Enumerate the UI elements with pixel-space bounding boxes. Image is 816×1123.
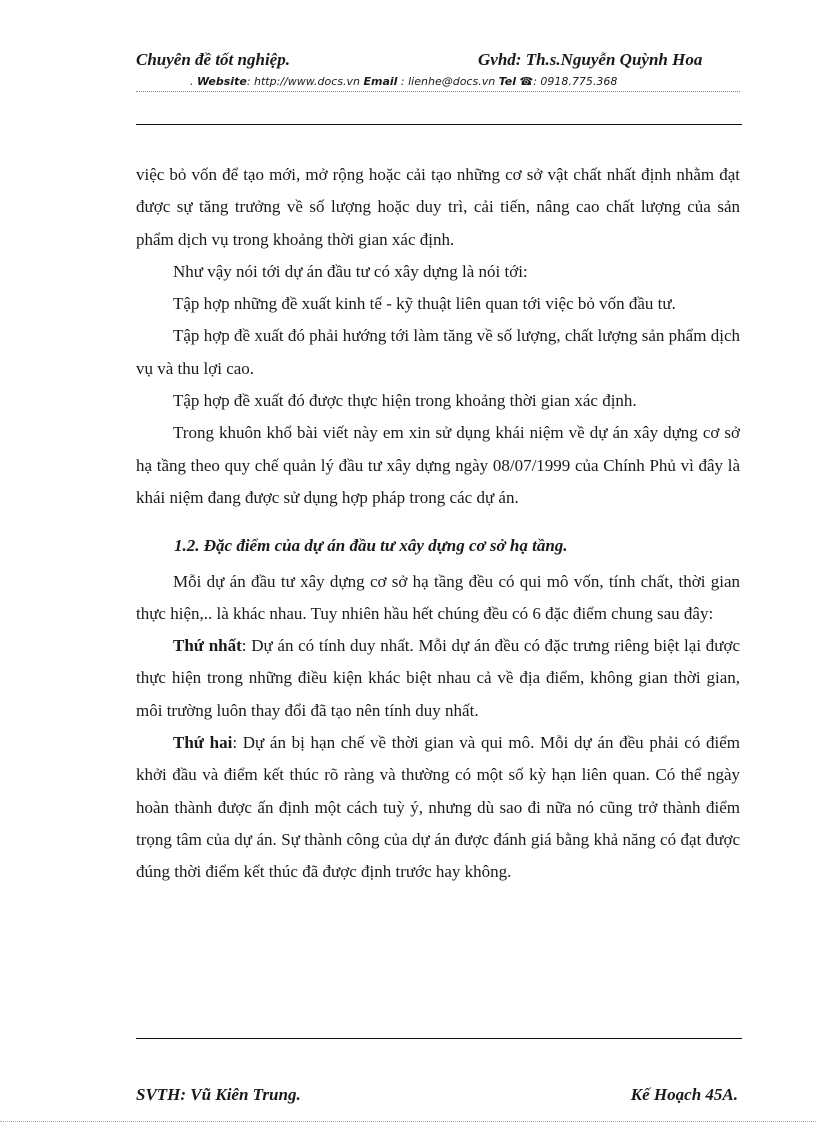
paragraph: Trong khuôn khổ bài viết này em xin sử dụng khái niệm về dự án xây dựng cơ sở hạ tầng theo quy chế quản lý đầu tư xây dựng ngày 08/07/1999 của Chính Phủ vì đây là khái niệm đang được sử dụng hợp pháp trong các dự án. [136, 423, 740, 507]
paragraph: Tập hợp đề xuất đó phải hướng tới làm tăng về số lượng, chất lượng sản phẩm dịch vụ và thu lợi cao. [136, 326, 740, 378]
point-lead: Thứ nhất [173, 636, 242, 656]
page-bottom-border [0, 1121, 816, 1122]
student-name: SVTH: Vũ Kiên Trung. [136, 1085, 301, 1104]
paragraph: Tập hợp đề xuất đó được thực hiện trong khoảng thời gian xác định. [173, 391, 637, 411]
tel-label: Tel [498, 75, 517, 88]
course-title: Chuyên đề tốt nghiệp. [136, 50, 290, 69]
email-value[interactable]: : lienhe@docs.vn [400, 75, 496, 88]
phone-icon: ☎ [519, 75, 534, 88]
paragraph: Tập hợp những đề xuất kinh tế - kỹ thuật liên quan tới việc bỏ vốn đầu tư. [173, 294, 676, 314]
tel-value: : 0918.775.368 [533, 75, 618, 88]
paragraph: việc bỏ vốn để tạo mới, mở rộng hoặc cải tạo những cơ sở vật chất nhất định nhằm đạt được sự tăng trưởng về số lượng hoặc duy trì, cải tiến, nâng cao chất lượng của sản phẩm dịch vụ trong khoảng thời gian xác định. [136, 165, 740, 249]
class-name: Kế Hoạch 45A. [630, 1085, 738, 1104]
advisor-name: Gvhd: Th.s.Nguyễn Quỳnh Hoa [478, 50, 703, 69]
footer-rule [136, 1038, 742, 1039]
contact-prefix: . [190, 75, 194, 88]
email-label: Email [363, 75, 398, 88]
header-rule [136, 124, 742, 125]
document-body [136, 159, 740, 889]
website-value[interactable]: : http://www.docs.vn [246, 75, 360, 88]
website-label: Website [197, 75, 247, 88]
point-lead: Thứ hai [173, 733, 233, 753]
paragraph: Như vậy nói tới dự án đầu tư có xây dựng là nói tới: [173, 261, 528, 281]
point-text: : Dự án bị hạn chế về thời gian và qui mô. Mỗi dự án đều phải có điểm khởi đầu và điểm kết thúc rõ ràng và thường có một số kỳ hạn liên quan. Có thể ngày hoàn thành được ấn định một cách tuỳ ý, nhưng dù sao đi nữa nó cũng trở thành điểm trọng tâm của dự án. Sự thành công của dự án được đánh giá bằng khả năng có đạt được đúng thời điểm kết thúc đã được định trước hay không. [136, 733, 740, 882]
point-item [136, 727, 740, 888]
point-item [136, 630, 740, 727]
point-text: : Dự án có tính duy nhất. Mỗi dự án đều có đặc trưng riêng biệt lại được thực hiện trong những điều kiện khác biệt nhau cả về địa điểm, không gian thời gian, môi trường luôn thay đổi đã tạo nên tính duy nhất. [136, 636, 740, 720]
section-heading: 1.2. Đặc điểm của dự án đầu tư xây dựng cơ sở hạ tầng. [174, 536, 568, 556]
header-dotted-divider [136, 91, 740, 92]
contact-line [190, 75, 617, 88]
paragraph: Mỗi dự án đầu tư xây dựng cơ sở hạ tầng đều có qui mô vốn, tính chất, thời gian thực hiện,.. là khác nhau. Tuy nhiên hầu hết chúng đều có 6 đặc điểm chung sau đây: [136, 571, 740, 623]
